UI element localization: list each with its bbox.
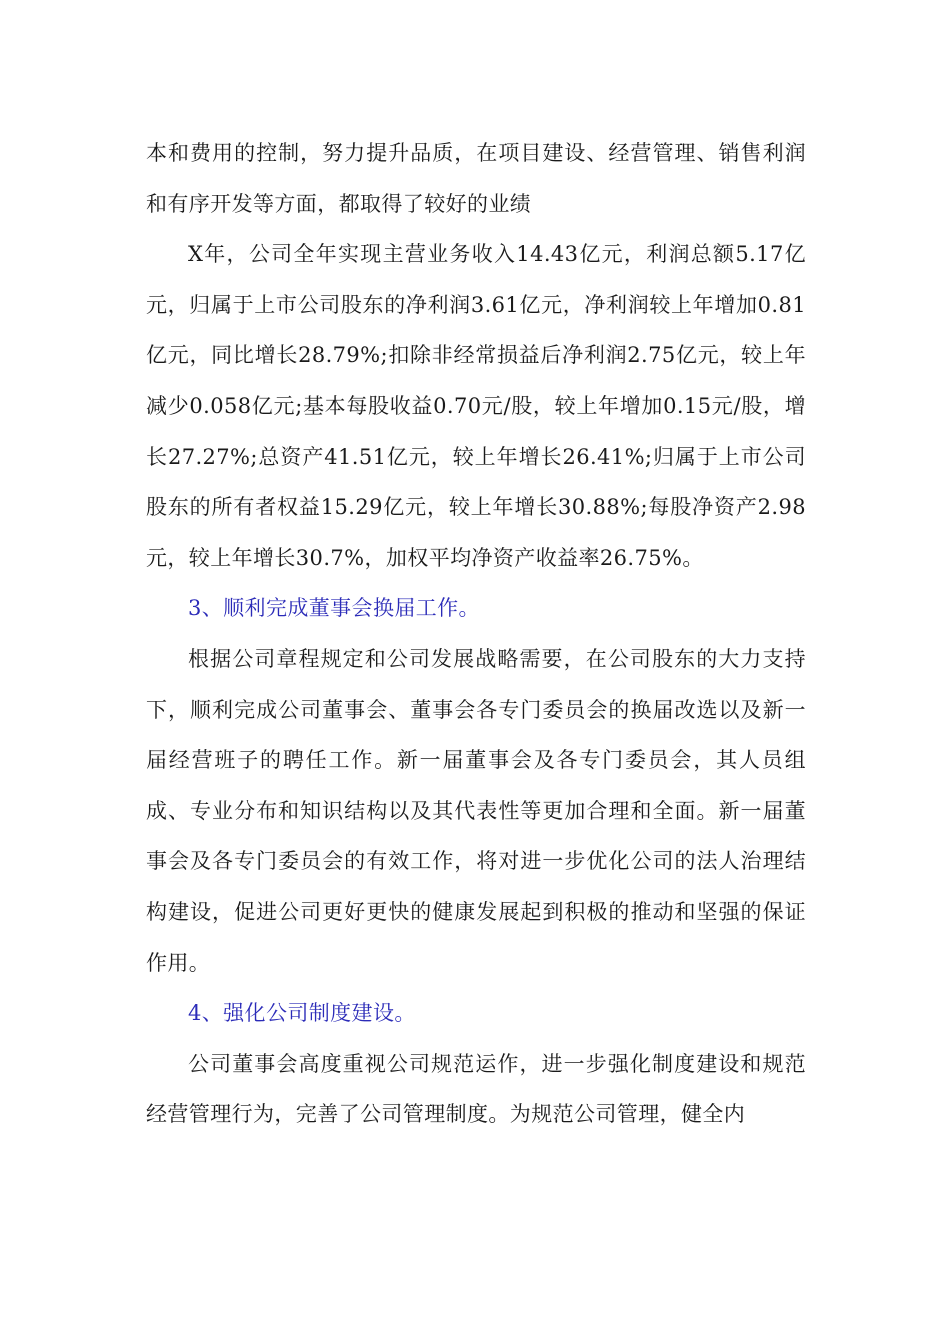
section-heading-board-election: 3、顺利完成董事会换届工作。 bbox=[188, 596, 480, 621]
paragraph-board-election: 根据公司章程规定和公司发展战略需要，在公司股东的大力支持下，顺利完成公司董事会、董事会各专门委员会的换届改选以及新一届经营班子的聘任工作。新一届董事会及各专门委员会，其人员组成、专业分布和知识结构以及其代表性等更加合理和全面。新一届董事会及各专门委员会的有效工作，将对进一步优化公司的法人治理结构建设，促进公司更好更快的健康发展起到积极的推动和坚强的保证作用。 bbox=[146, 646, 806, 975]
section-heading-system-building: 4、强化公司制度建设。 bbox=[188, 1001, 416, 1026]
paragraph-continuation: 本和费用的控制，努力提升品质，在项目建设、经营管理、销售利润和有序开发等方面，都取得了较好的业绩 bbox=[146, 141, 806, 216]
document-body bbox=[146, 128, 806, 1140]
paragraph-financial-results: X年，公司全年实现主营业务收入14.43亿元，利润总额5.17亿元，归属于上市公司股东的净利润3.61亿元，净利润较上年增加0.81亿元，同比增长28.79%;扣除非经常损益后净利润2.75亿元，较上年减少0.058亿元;基本每股收益0.70元/股，较上年增加0.15元/股，增长27.27%;总资产41.51亿元，较上年增长26.41%;归属于上市公司股东的所有者权益15.29亿元，较上年增长30.88%;每股净资产2.98元，较上年增长30.7%，加权平均净资产收益率26.75%。 bbox=[146, 242, 806, 570]
paragraph-system-building: 公司董事会高度重视公司规范运作，进一步强化制度建设和规范经营管理行为，完善了公司管理制度。为规范公司管理，健全内 bbox=[146, 1051, 806, 1127]
